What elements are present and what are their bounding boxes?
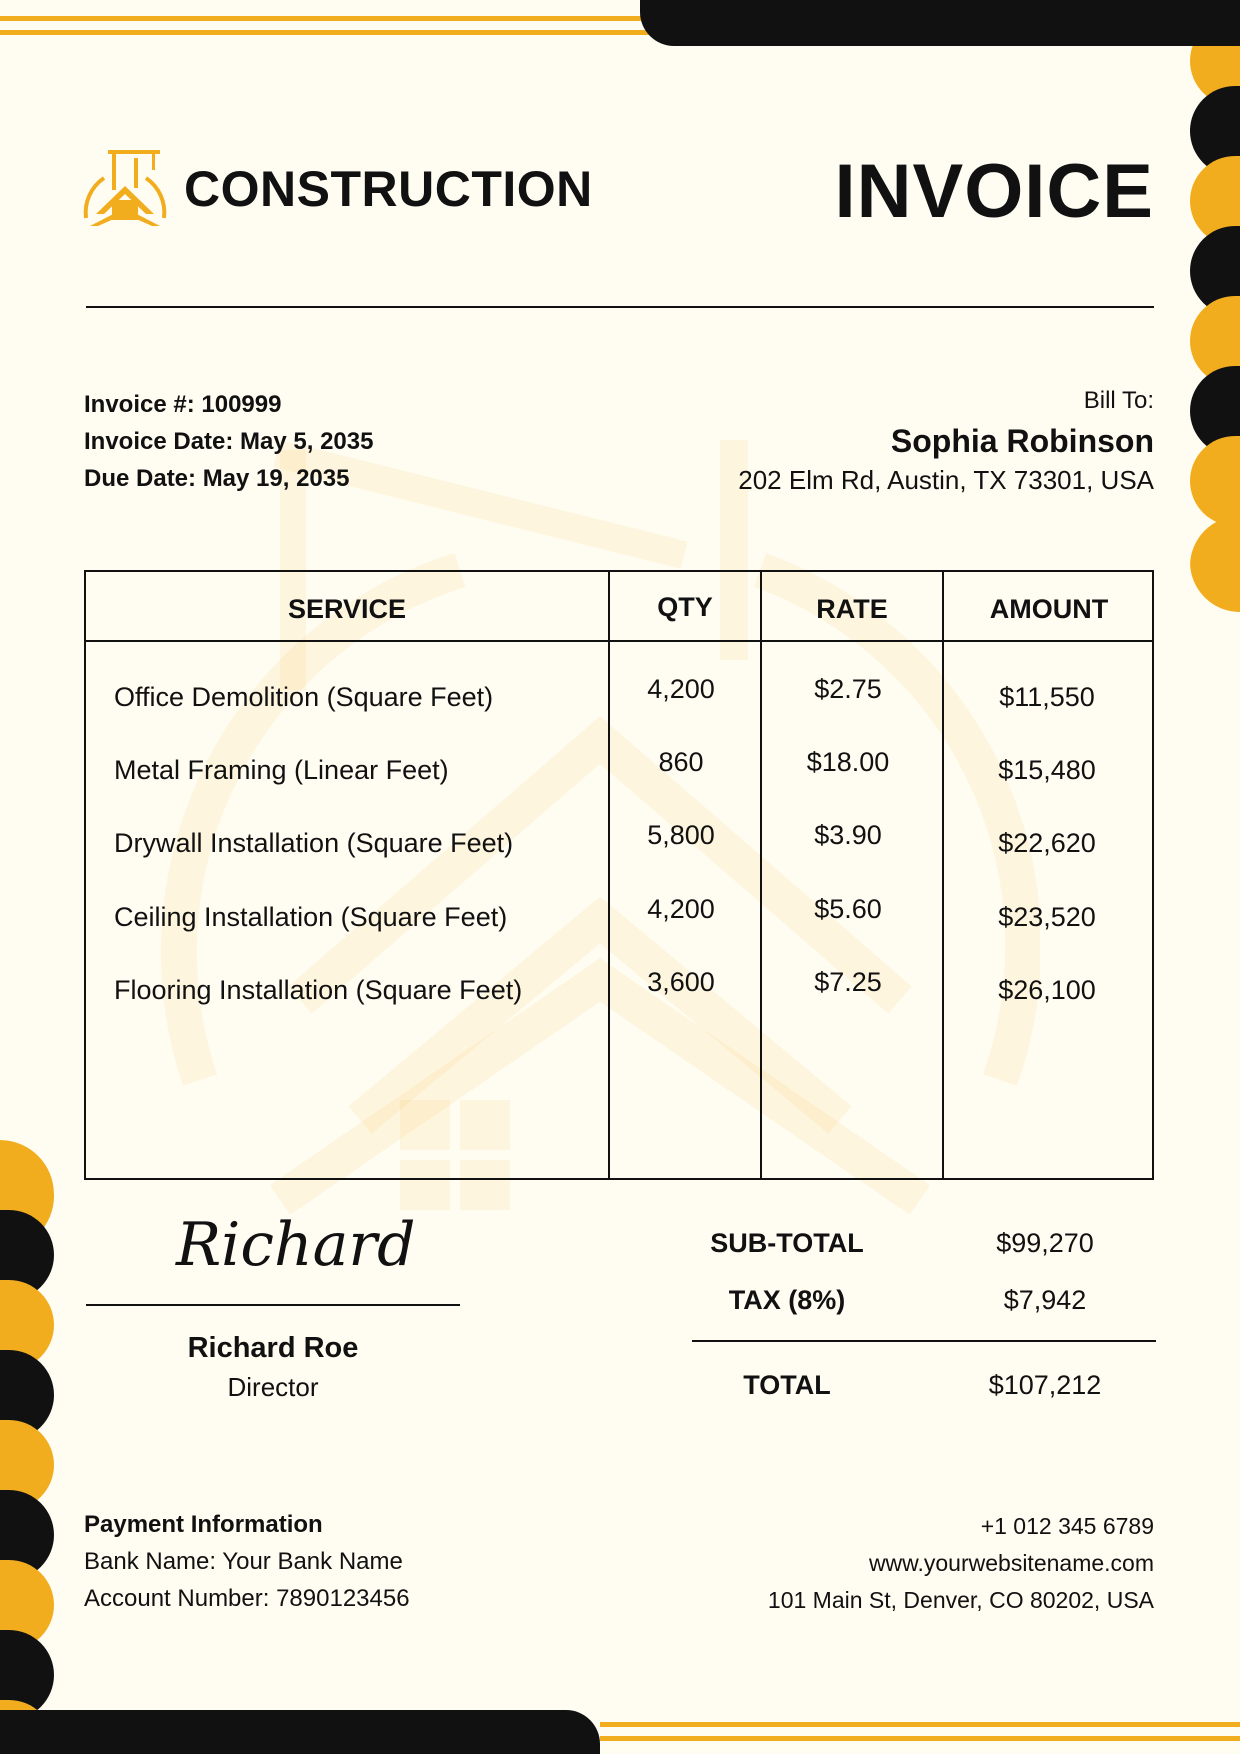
service-cell: Office Demolition (Square Feet): [114, 682, 494, 712]
rate-cell: $7.25: [814, 967, 882, 997]
qty-cell: 5,800: [647, 820, 715, 850]
totals-divider: [692, 1340, 1156, 1342]
column-header-qty: QTY: [657, 592, 713, 622]
column-header-rate: RATE: [816, 594, 888, 624]
rate-cell: $3.90: [814, 820, 882, 850]
column-divider: [760, 572, 762, 1178]
phone-number: +1 012 345 6789: [980, 1513, 1154, 1539]
table-row: [86, 747, 1152, 795]
payment-heading: Payment Information: [84, 1511, 323, 1538]
table-row: [86, 967, 1152, 1015]
table-row: [86, 674, 1152, 722]
signer-name: Richard Roe: [187, 1332, 359, 1364]
rate-cell: $18.00: [806, 747, 890, 777]
amount-cell: $22,620: [998, 828, 1096, 858]
service-cell: Ceiling Installation (Square Feet): [114, 902, 508, 932]
left-decorative-strip: [0, 1140, 54, 1754]
qty-cell: 4,200: [647, 894, 715, 924]
top-accent-line: [0, 16, 650, 21]
amount-cell: $15,480: [998, 755, 1096, 785]
service-cell: Drywall Installation (Square Feet): [114, 828, 514, 858]
tax-label: TAX (8%): [728, 1285, 846, 1315]
client-address: 202 Elm Rd, Austin, TX 73301, USA: [738, 465, 1154, 495]
account-number: Account Number: 7890123456: [84, 1585, 410, 1612]
signature-line: [86, 1304, 460, 1306]
client-name: Sophia Robinson: [890, 423, 1154, 459]
subtotal-label: SUB-TOTAL: [710, 1228, 864, 1258]
service-cell: Flooring Installation (Square Feet): [114, 975, 523, 1005]
invoice-number: Invoice #: 100999: [84, 391, 282, 418]
column-divider: [942, 572, 944, 1178]
header-row-divider: [86, 640, 1152, 642]
top-dark-band: [640, 0, 1240, 46]
column-header-service: SERVICE: [287, 594, 407, 624]
table-row: [86, 820, 1152, 868]
bottom-accent-line: [600, 1736, 1240, 1741]
bottom-accent-line: [600, 1722, 1240, 1727]
total-value: $107,212: [988, 1370, 1102, 1400]
amount-cell: $11,550: [999, 682, 1095, 712]
services-table: [84, 570, 1154, 1180]
invoice-title: INVOICE: [834, 149, 1154, 234]
table-row: [86, 894, 1152, 942]
column-header-amount: AMOUNT: [989, 594, 1109, 624]
service-cell: Metal Framing (Linear Feet): [114, 755, 449, 785]
top-accent-line: [0, 30, 650, 35]
brand-name: CONSTRUCTION: [184, 161, 593, 217]
rate-cell: $2.75: [814, 674, 882, 704]
subtotal-value: $99,270: [996, 1228, 1094, 1258]
signer-title: Director: [227, 1372, 319, 1402]
company-contact: [768, 1508, 1154, 1619]
total-label: TOTAL: [743, 1370, 831, 1400]
right-decorative-strip: [1190, 46, 1240, 612]
amount-cell: $23,520: [998, 902, 1096, 932]
header-divider: [86, 306, 1154, 308]
bottom-dark-band: [0, 1710, 600, 1754]
bank-name: Bank Name: Your Bank Name: [84, 1548, 403, 1575]
qty-cell: 860: [658, 747, 704, 777]
rate-cell: $5.60: [814, 894, 882, 924]
invoice-meta: [84, 386, 373, 497]
bill-to: [738, 386, 1154, 498]
amount-cell: $26,100: [998, 975, 1096, 1005]
payment-information: [84, 1506, 410, 1617]
tax-value: $7,942: [1003, 1285, 1087, 1315]
qty-cell: 4,200: [647, 674, 715, 704]
signature-script: Richard: [176, 1210, 416, 1280]
house-crane-icon: [82, 148, 168, 232]
bill-to-label: Bill To:: [1083, 387, 1154, 414]
company-address: 101 Main St, Denver, CO 80202, USA: [767, 1587, 1154, 1613]
website: www.yourwebsitename.com: [868, 1550, 1154, 1576]
qty-cell: 3,600: [647, 967, 715, 997]
invoice-date: Invoice Date: May 5, 2035: [84, 428, 374, 455]
column-divider: [608, 572, 610, 1178]
due-date: Due Date: May 19, 2035: [84, 465, 350, 492]
